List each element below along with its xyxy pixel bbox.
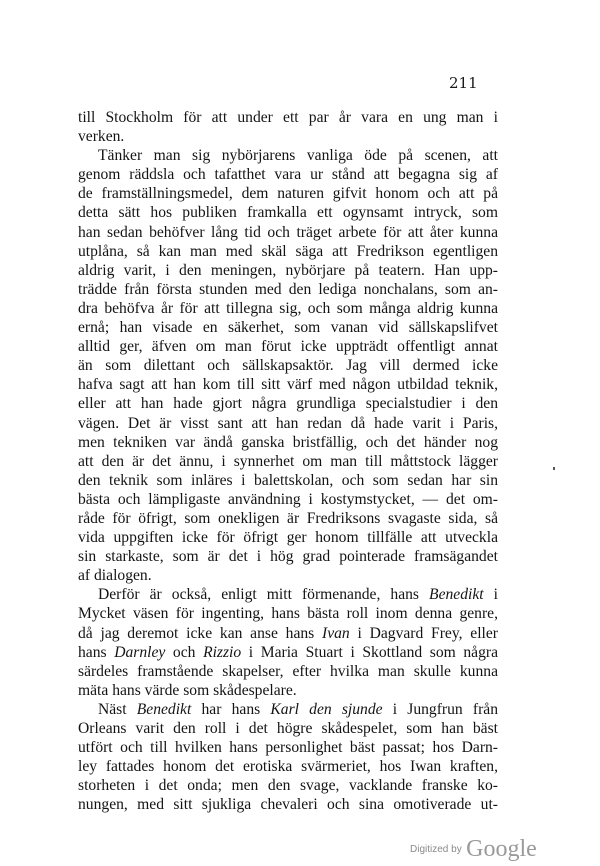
text-line: de framställningsmedel, dem naturen gifvit honom och att på [78, 185, 498, 203]
text-line: Orleans varit den roll i det högre skådespelet, som han bäst [78, 720, 498, 737]
text-line: Derför är också, enligt mitt förmenande, hans Benedikt i [98, 586, 498, 604]
text-line: Tänker man sig nybörjarens vanliga öde på scenen, att [98, 147, 498, 165]
text-line: ley fattades honom det erotiska svärmeriet, hos Iwan kraften, [78, 758, 498, 776]
text-line: nungen, med sitt sjukliga chevaleri och sina omotiverade ut- [78, 796, 498, 814]
text-line: eller att han hade gjort några grundliga specialstudier i den [78, 395, 498, 413]
text-line: ernå; han visade en säkerhet, som vanan vid sällskapslifvet [78, 319, 498, 337]
scan-speck [553, 467, 555, 470]
text-line: alltid ger, äfven om man förut icke uppträdt offentligt annat [78, 338, 498, 356]
text-line: Mycket väsen för ingenting, hans bästa roll inom denna genre, [78, 605, 498, 623]
text-line: af dialogen. [78, 567, 152, 585]
watermark-prefix: Digitized by [410, 844, 462, 855]
text-line: utfört och till hvilken hans personlighet bäst passat; hos Darn- [78, 739, 498, 757]
text-line: genom räddsla och tafatthet vara ur stånd att begagna sig af [78, 166, 498, 184]
text-line: Näst Benedikt har hans Karl den sjunde i Jungfrun från [98, 700, 498, 718]
text-line: dra behöfva år för att tillegna sig, och som många aldrig kunna [78, 299, 498, 317]
watermark-brand: Google [466, 836, 537, 862]
text-line: då jag deremot icke kan anse hans Ivan i Dagvard Frey, eller [78, 624, 498, 642]
text-line: mäta hans värde som skådespelare. [78, 681, 297, 699]
text-line: råde för öfrigt, som onekligen är Fredriksons svagaste sida, så [78, 509, 498, 527]
text-line: till Stockholm för att under ett par år vara en ung man i [78, 109, 498, 126]
text-line: särdeles framstående skapelser, efter hvilka man skulle kunna [78, 662, 498, 680]
text-line: trädde från första stunden med den lediga nonchalans, som an- [78, 280, 498, 298]
body-text [78, 108, 498, 814]
text-line: vägen. Det är visst sant att han redan då hade varit i Paris, [78, 414, 498, 432]
text-line: vida uppgiften icke för öfrigt ger honom tillfälle att utveckla [78, 529, 498, 547]
text-line: sin starkaste, som är det i hög grad pointerade framsägandet [78, 548, 498, 566]
text-line: storheten i det onda; men den svage, vacklande franske ko- [78, 777, 498, 795]
text-line: hafva sagt att han kom till sitt värf med någon utbildad teknik, [78, 376, 498, 394]
text-line: bästa och lämpligaste användning i kostymstycket, — det om- [78, 490, 498, 508]
text-line: den teknik som inläres i balettskolan, och som sedan har sin [78, 471, 498, 489]
text-line: hans Darnley och Rizzio i Maria Stuart i Skottland som några [78, 643, 498, 661]
page-number: 211 [449, 74, 478, 92]
text-line: aldrig varit, i den meningen, nybörjare på teatern. Han upp- [78, 261, 498, 279]
text-line: utplåna, så kan man med skäl säga att Fredrikson egentligen [78, 242, 498, 260]
text-line: han sedan behöfver lång tid och träget arbete för att åter kunna [78, 223, 498, 241]
text-line: detta sätt hos publiken framkalla ett ogynsamt intryck, som [78, 204, 498, 222]
text-line: verken. [78, 128, 125, 146]
text-line: men tekniken var ändå ganska bristfällig, och det händer nog [78, 433, 498, 451]
text-line: än som dilettant och sällskapsaktör. Jag vill dermed icke [78, 357, 498, 375]
text-line: att den är det ännu, i synnerhet om man till måttstock lägger [78, 452, 498, 470]
digitized-watermark [410, 836, 537, 863]
